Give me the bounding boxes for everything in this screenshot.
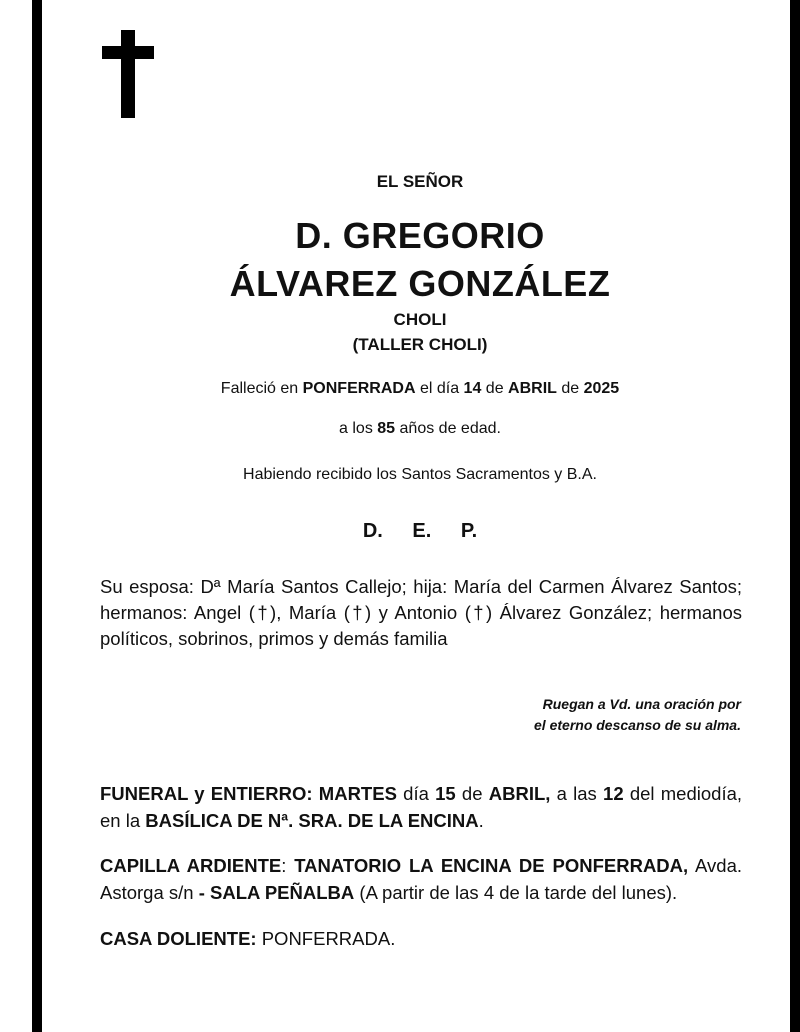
sacraments-text: Habiendo recibido los Santos Sacramentos y B.A. [243,466,597,483]
death-info: Falleció en PONFERRADA el día 14 de ABRIL de 2025 [220,380,620,397]
casa-paragraph: CASA DOLIENTE: PONFERRADA. [100,928,396,949]
prayer-line2: el eterno descanso de su alma. [534,717,741,733]
capilla-paragraph: CAPILLA ARDIENTE: TANATORIO LA ENCINA DE PONFERRADA, Avda. Astorga s/n - SALA PEÑALBA (A partir de las 4 de la tarde del lunes). [100,855,742,903]
deceased-business: (TALLER CHOLI) [352,335,488,354]
left-border [32,0,42,1032]
title-small: EL SEÑOR [376,172,464,191]
right-border [790,0,800,1032]
funeral-paragraph: FUNERAL y ENTIERRO: MARTES día 15 de ABRIL, a las 12 del mediodía, en la BASÍLICA DE Nª. SRA. DE LA ENCINA. [100,783,743,831]
deceased-nickname: CHOLI [393,310,447,329]
cross-icon [102,30,154,118]
deceased-name-line1: D. GREGORIO [295,215,545,256]
age-info: a los 85 años de edad. [339,420,501,437]
family-paragraph: Su esposa: Dª María Santos Callejo; hija: María del Carmen Álvarez Santos; hermanos: Angel (†), María (†) y Antonio (†) Álvarez González; hermanos políticos, sobrinos, primos y demás familia [100,576,742,649]
prayer-line1: Ruegan a Vd. una oración por [542,696,741,712]
prayer-text [440,694,741,736]
dep-text: D. E. P. [362,520,478,542]
deceased-name-line2: ÁLVAREZ GONZÁLEZ [229,263,611,304]
